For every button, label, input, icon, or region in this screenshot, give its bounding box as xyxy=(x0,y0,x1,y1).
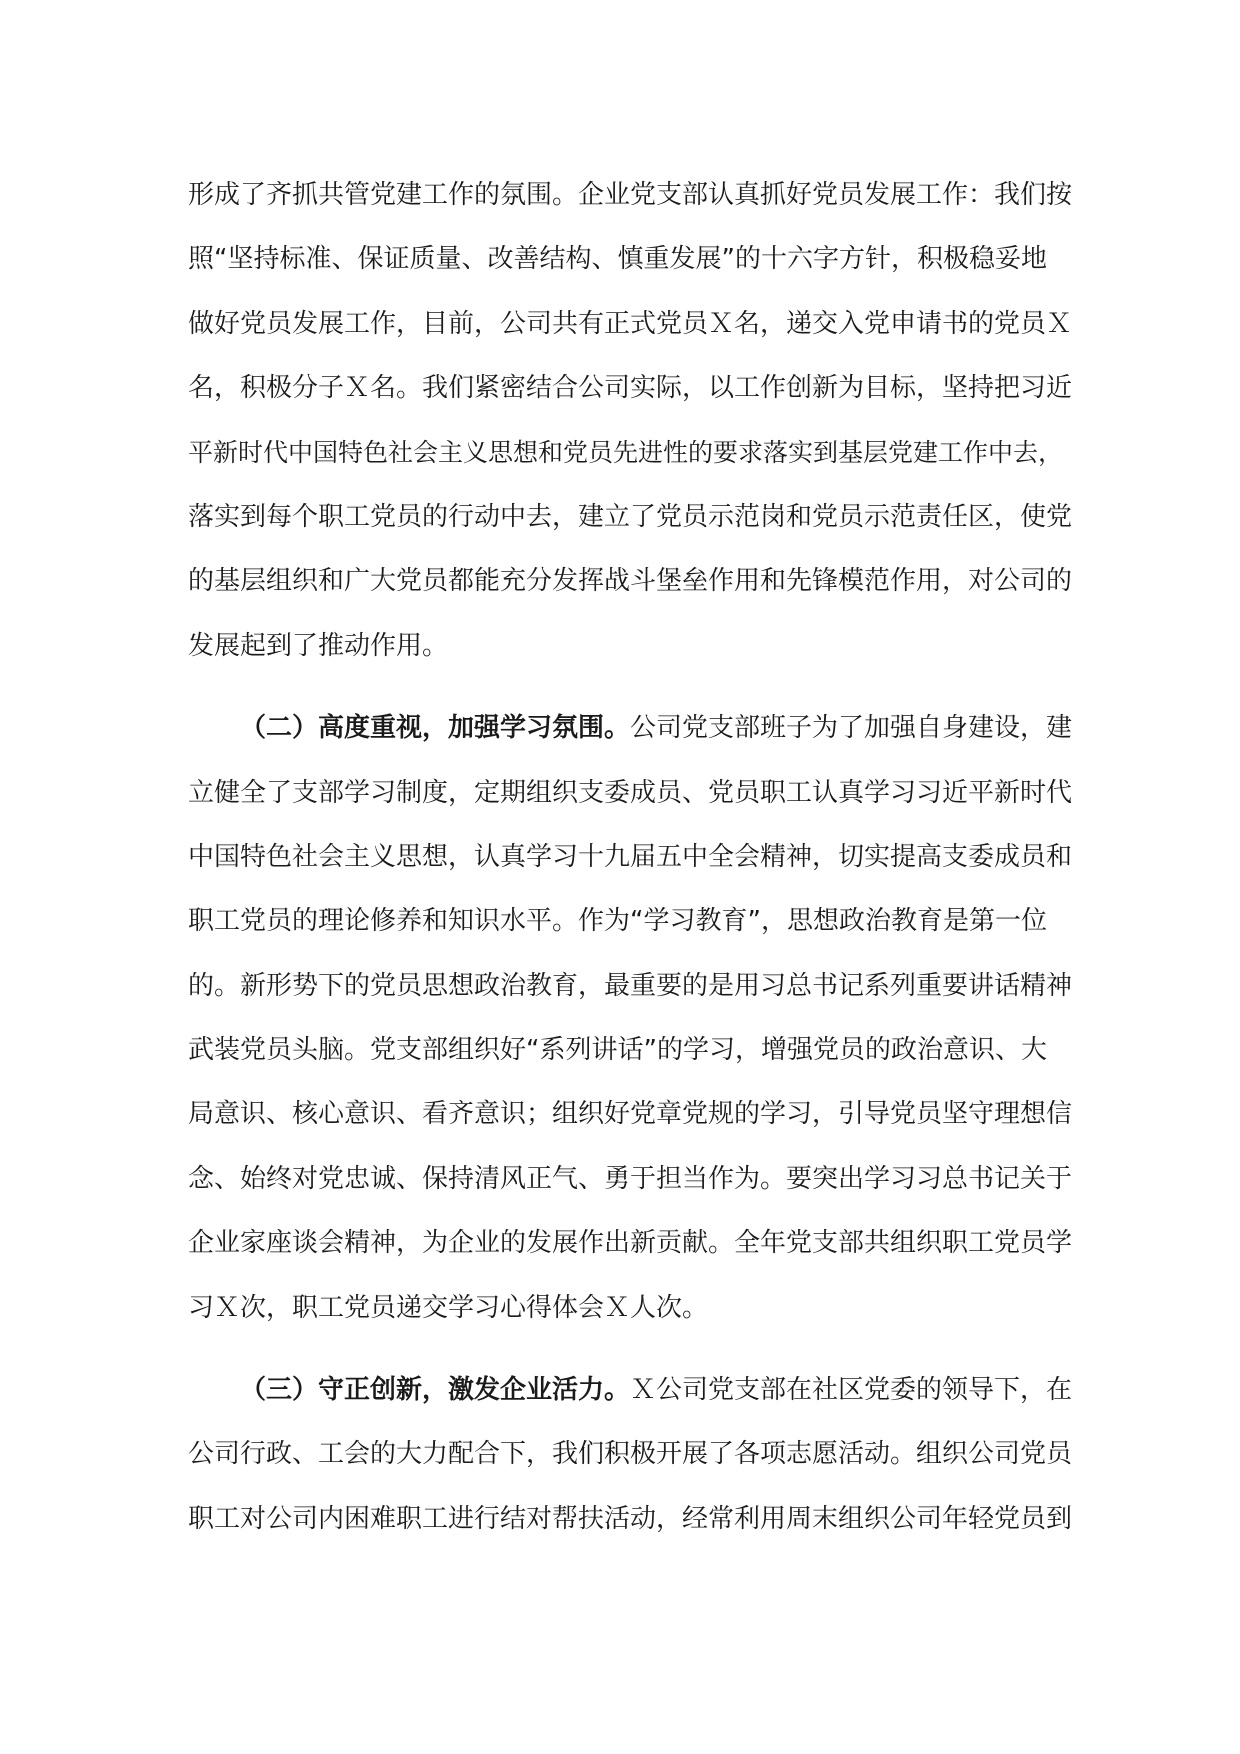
text-run: Ｘ公司党支部在社区党委的领导下，在 xyxy=(630,1375,1073,1406)
text-line: 照“坚持标准、保证质量、改善结构、慎重发展”的十六字方针，积极稳妥地 xyxy=(188,244,1047,275)
text-line: 的基层组织和广大党员都能充分发挥战斗堡垒作用和先锋模范作用，对公司的 xyxy=(188,566,1073,597)
section-heading-2: （二）高度重视，加强学习氛围。 xyxy=(240,713,631,744)
paragraph-spacing xyxy=(188,678,1078,696)
text-run: 公司党支部班子为了加强自身建设，建 xyxy=(630,713,1073,744)
paragraph-spacing xyxy=(188,1340,1078,1358)
section-heading-3: （三）守正创新，激发企业活力。 xyxy=(240,1375,631,1406)
text-line: 名，积极分子Ｘ名。我们紧密结合公司实际，以工作创新为目标，坚持把习近 xyxy=(188,373,1073,404)
text-line: 立健全了支部学习制度，定期组织支委成员、党员职工认真学习习近平新时代 xyxy=(188,777,1073,808)
text-line-first xyxy=(188,696,1078,760)
text-line: 武装党员头脑。党支部组织好“系列讲话”的学习，增强党员的政治意识、大 xyxy=(188,1035,1047,1066)
text-line: 职工对公司内困难职工进行结对帮扶活动，经常利用周末组织公司年轻党员到 xyxy=(188,1503,1073,1534)
text-line: 落实到每个职工党员的行动中去，建立了党员示范岗和党员示范责任区，使党 xyxy=(188,501,1073,532)
text-line-first xyxy=(188,1358,1078,1422)
text-line: 平新时代中国特色社会主义思想和党员先进性的要求落实到基层党建工作中去， xyxy=(188,437,1064,467)
paragraph-3 xyxy=(188,1358,1078,1551)
document-body xyxy=(188,163,1078,1551)
text-line: 公司行政、工会的大力配合下，我们积极开展了各项志愿活动。组织公司党员 xyxy=(188,1439,1073,1470)
text-line: 企业家座谈会精神，为企业的发展作出新贡献。全年党支部共组织职工党员学 xyxy=(188,1228,1073,1259)
text-line: 形成了齐抓共管党建工作的氛围。企业党支部认真抓好党员发展工作：我们按 xyxy=(188,180,1073,210)
paragraph-2 xyxy=(188,696,1078,1340)
text-line: 中国特色社会主义思想，认真学习十九届五中全会精神，切实提高支委成员和 xyxy=(188,841,1073,872)
text-line: 念、始终对党忠诚、保持清风正气、勇于担当作为。要突出学习习总书记关于 xyxy=(188,1163,1073,1194)
text-line: 的。新形势下的党员思想政治教育，最重要的是用习总书记系列重要讲话精神 xyxy=(188,970,1073,1001)
text-line: 局意识、核心意识、看齐意识；组织好党章党规的学习，引导党员坚守理想信 xyxy=(188,1099,1073,1130)
paragraph-1 xyxy=(188,163,1078,678)
text-line: 发展起到了推动作用。 xyxy=(188,630,449,661)
text-line: 做好党员发展工作，目前，公司共有正式党员Ｘ名，递交入党申请书的党员Ｘ xyxy=(188,308,1073,339)
text-line: 职工党员的理论修养和知识水平。作为“学习教育”，思想政治教育是第一位 xyxy=(188,906,1047,937)
text-line: 习Ｘ次，职工党员递交学习心得体会Ｘ人次。 xyxy=(188,1292,709,1323)
